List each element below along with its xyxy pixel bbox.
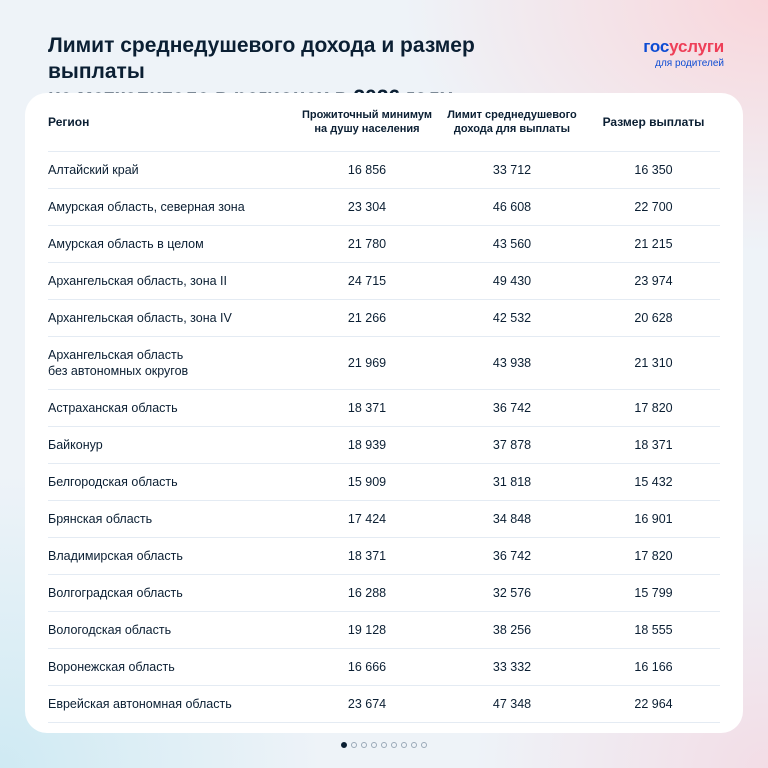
cell-payout: 16 350 — [587, 152, 720, 189]
cell-limit: 43 560 — [437, 226, 587, 263]
table-row — [48, 300, 720, 337]
cell-region: Воронежская область — [48, 649, 297, 686]
cell-payout: 23 974 — [587, 263, 720, 300]
header-limit-line1: Лимит среднедушевого — [447, 109, 577, 121]
cell-payout: 21 310 — [587, 337, 720, 390]
cell-subsistence: 16 666 — [297, 649, 437, 686]
cell-limit: 36 742 — [437, 538, 587, 575]
cell-subsistence: 23 304 — [297, 189, 437, 226]
regions-table — [48, 93, 720, 723]
table-card — [25, 93, 743, 733]
table-row — [48, 612, 720, 649]
cell-region: Амурская область, северная зона — [48, 189, 297, 226]
cell-limit: 33 712 — [437, 152, 587, 189]
table-row — [48, 390, 720, 427]
cell-payout: 21 215 — [587, 226, 720, 263]
cell-payout: 16 901 — [587, 501, 720, 538]
pagination-dot[interactable] — [411, 742, 417, 748]
cell-region: Астраханская область — [48, 390, 297, 427]
cell-payout: 15 799 — [587, 575, 720, 612]
cell-region: Амурская область в целом — [48, 226, 297, 263]
cell-subsistence: 21 266 — [297, 300, 437, 337]
pagination-dot[interactable] — [381, 742, 387, 748]
cell-region: Байконур — [48, 427, 297, 464]
table-row — [48, 263, 720, 300]
cell-limit: 31 818 — [437, 464, 587, 501]
cell-limit: 43 938 — [437, 337, 587, 390]
cell-limit: 38 256 — [437, 612, 587, 649]
pagination-dots — [0, 742, 768, 748]
cell-region: Брянская область — [48, 501, 297, 538]
table-row — [48, 464, 720, 501]
header-payout: Размер выплаты — [587, 93, 720, 152]
table-row — [48, 337, 720, 390]
cell-limit: 36 742 — [437, 390, 587, 427]
cell-region-line1: Архангельская область — [48, 348, 184, 362]
header-subsistence-line2: на душу населения — [314, 123, 420, 135]
page-title-line1: Лимит среднедушевого дохода и размер выплаты — [48, 34, 475, 83]
cell-limit: 42 532 — [437, 300, 587, 337]
cell-subsistence: 16 856 — [297, 152, 437, 189]
header-limit-line2: дохода для выплаты — [453, 123, 571, 135]
header-limit — [437, 93, 587, 152]
cell-subsistence: 17 424 — [297, 501, 437, 538]
cell-payout: 15 432 — [587, 464, 720, 501]
cell-region — [48, 337, 297, 390]
cell-region: Владимирская область — [48, 538, 297, 575]
cell-region: Волгоградская область — [48, 575, 297, 612]
cell-payout: 17 820 — [587, 538, 720, 575]
cell-region: Алтайский край — [48, 152, 297, 189]
table-row — [48, 575, 720, 612]
cell-payout: 17 820 — [587, 390, 720, 427]
cell-region-line2: без автономных округов — [48, 364, 189, 378]
pagination-dot[interactable] — [361, 742, 367, 748]
table-header-row — [48, 93, 720, 152]
pagination-dot[interactable] — [401, 742, 407, 748]
cell-payout: 16 166 — [587, 649, 720, 686]
cell-subsistence: 16 288 — [297, 575, 437, 612]
table-row — [48, 686, 720, 723]
cell-limit: 47 348 — [437, 686, 587, 723]
cell-payout: 18 555 — [587, 612, 720, 649]
logo-part-gos: гос — [643, 37, 670, 56]
cell-region: Еврейская автономная область — [48, 686, 297, 723]
cell-limit: 32 576 — [437, 575, 587, 612]
header-region: Регион — [48, 93, 297, 152]
logo-part-uslugi: услуги — [669, 37, 724, 56]
cell-subsistence: 18 371 — [297, 390, 437, 427]
cell-subsistence: 18 939 — [297, 427, 437, 464]
header-subsistence — [297, 93, 437, 152]
cell-subsistence: 21 969 — [297, 337, 437, 390]
cell-region: Белгородская область — [48, 464, 297, 501]
cell-payout: 20 628 — [587, 300, 720, 337]
cell-payout: 22 700 — [587, 189, 720, 226]
cell-subsistence: 21 780 — [297, 226, 437, 263]
cell-subsistence: 24 715 — [297, 263, 437, 300]
cell-limit: 34 848 — [437, 501, 587, 538]
pagination-dot[interactable] — [421, 742, 427, 748]
cell-subsistence: 15 909 — [297, 464, 437, 501]
table-row — [48, 538, 720, 575]
logo-wordmark — [643, 38, 724, 56]
table-row — [48, 427, 720, 464]
pagination-dot[interactable] — [351, 742, 357, 748]
gosuslugi-logo — [643, 38, 724, 70]
table-row — [48, 226, 720, 263]
cell-payout: 18 371 — [587, 427, 720, 464]
pagination-dot[interactable] — [341, 742, 347, 748]
logo-subtitle: для родителей — [655, 58, 724, 69]
cell-region: Архангельская область, зона II — [48, 263, 297, 300]
pagination-dot[interactable] — [371, 742, 377, 748]
table-row — [48, 649, 720, 686]
table-row — [48, 501, 720, 538]
cell-region: Вологодская область — [48, 612, 297, 649]
table-row — [48, 152, 720, 189]
cell-subsistence: 19 128 — [297, 612, 437, 649]
cell-payout: 22 964 — [587, 686, 720, 723]
pagination-dot[interactable] — [391, 742, 397, 748]
cell-limit: 33 332 — [437, 649, 587, 686]
header-subsistence-line1: Прожиточный минимум — [301, 109, 433, 121]
cell-subsistence: 23 674 — [297, 686, 437, 723]
cell-subsistence: 18 371 — [297, 538, 437, 575]
cell-limit: 49 430 — [437, 263, 587, 300]
table-row — [48, 189, 720, 226]
cell-region: Архангельская область, зона IV — [48, 300, 297, 337]
cell-limit: 37 878 — [437, 427, 587, 464]
cell-limit: 46 608 — [437, 189, 587, 226]
